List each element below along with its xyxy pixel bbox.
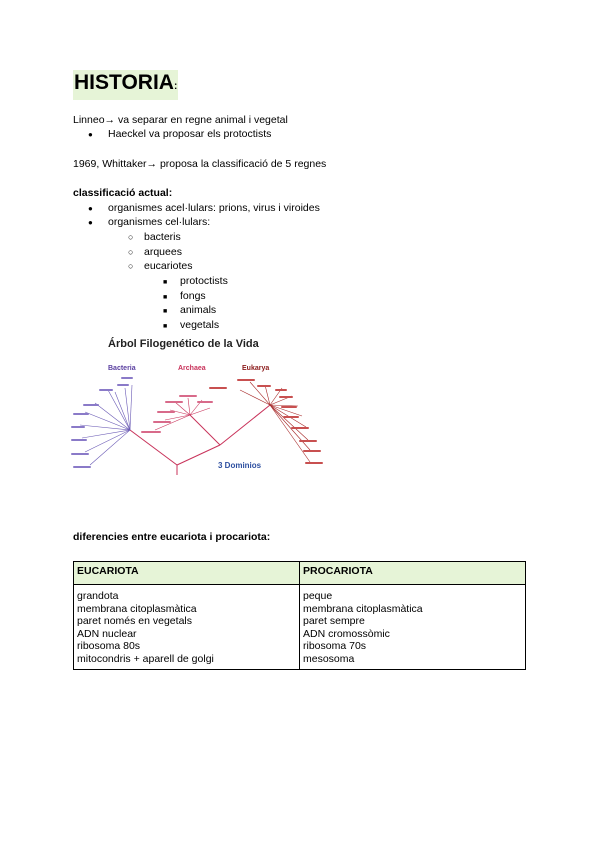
eukaryote-group-item: ■ vegetals — [180, 318, 219, 332]
prokaryote-trait: membrana citoplasmàtica — [303, 602, 423, 615]
table-header-row — [74, 562, 526, 585]
history-linneo: Linneo→ va separar en regne animal i vegetal — [73, 114, 288, 126]
domain-label-archaea: Archaea — [178, 365, 206, 372]
group-item: ○ eucariotes — [144, 259, 192, 273]
header-procariota: PROCARIOTA — [300, 562, 526, 585]
comparison-table — [73, 561, 526, 670]
eukaryote-trait: ribosoma 80s — [77, 640, 141, 652]
page-title: HISTORIA: — [73, 70, 178, 100]
domain-label-bacteria: Bacteria — [108, 365, 136, 372]
eukaryote-trait: membrana citoplasmàtica — [77, 602, 197, 615]
tree-title: Árbol Filogenético de la Vida — [108, 338, 259, 350]
group-item: ○ arquees — [144, 245, 182, 259]
eukaryote-group-item: ■ protoctists — [180, 274, 228, 288]
prokaryote-trait: mesosoma — [303, 652, 355, 665]
prokaryote-trait: ribosoma 70s — [303, 640, 367, 652]
group-item: ○ bacteris — [144, 230, 181, 244]
eukaryote-group-item: ■ fongs — [180, 289, 206, 303]
history-whittaker: 1969, Whittaker→ proposa la classificació de 5 regnes — [73, 158, 327, 170]
header-eucariota: EUCARIOTA — [74, 562, 300, 585]
eukaryote-trait: grandota — [77, 590, 119, 602]
prokaryote-trait: peque — [303, 590, 333, 602]
eukaryote-trait: ADN nuclear — [77, 627, 137, 640]
eukarya-branches — [240, 382, 310, 462]
classification-heading: classificació actual: — [73, 187, 173, 199]
tree-footer: 3 Dominios — [218, 461, 262, 470]
prokaryote-trait: paret sempre — [303, 615, 365, 627]
phylogenetic-tree-figure — [70, 330, 350, 490]
history-haeckel: ● Haeckel va proposar els protoctists — [108, 127, 271, 141]
domain-label-eukarya: Eukarya — [242, 365, 270, 372]
eukaryote-trait: mitocondris + aparell de golgi — [77, 652, 214, 665]
differences-heading: diferencies entre eucariota i procariota: — [73, 531, 271, 543]
eukaryote-cell — [74, 585, 300, 670]
eukaryote-group-item: ■ animals — [180, 303, 216, 317]
eukaryote-trait: paret només en vegetals — [77, 615, 192, 627]
acellular-item: ● organismes acel·lulars: prions, virus i viroides — [108, 201, 320, 215]
title-colon: : — [173, 81, 178, 92]
prokaryote-cell — [300, 585, 526, 670]
cellular-item: ● organismes cel·lulars: — [108, 215, 210, 229]
table-row — [74, 585, 526, 670]
prokaryote-trait: ADN cromossòmic — [303, 627, 390, 640]
